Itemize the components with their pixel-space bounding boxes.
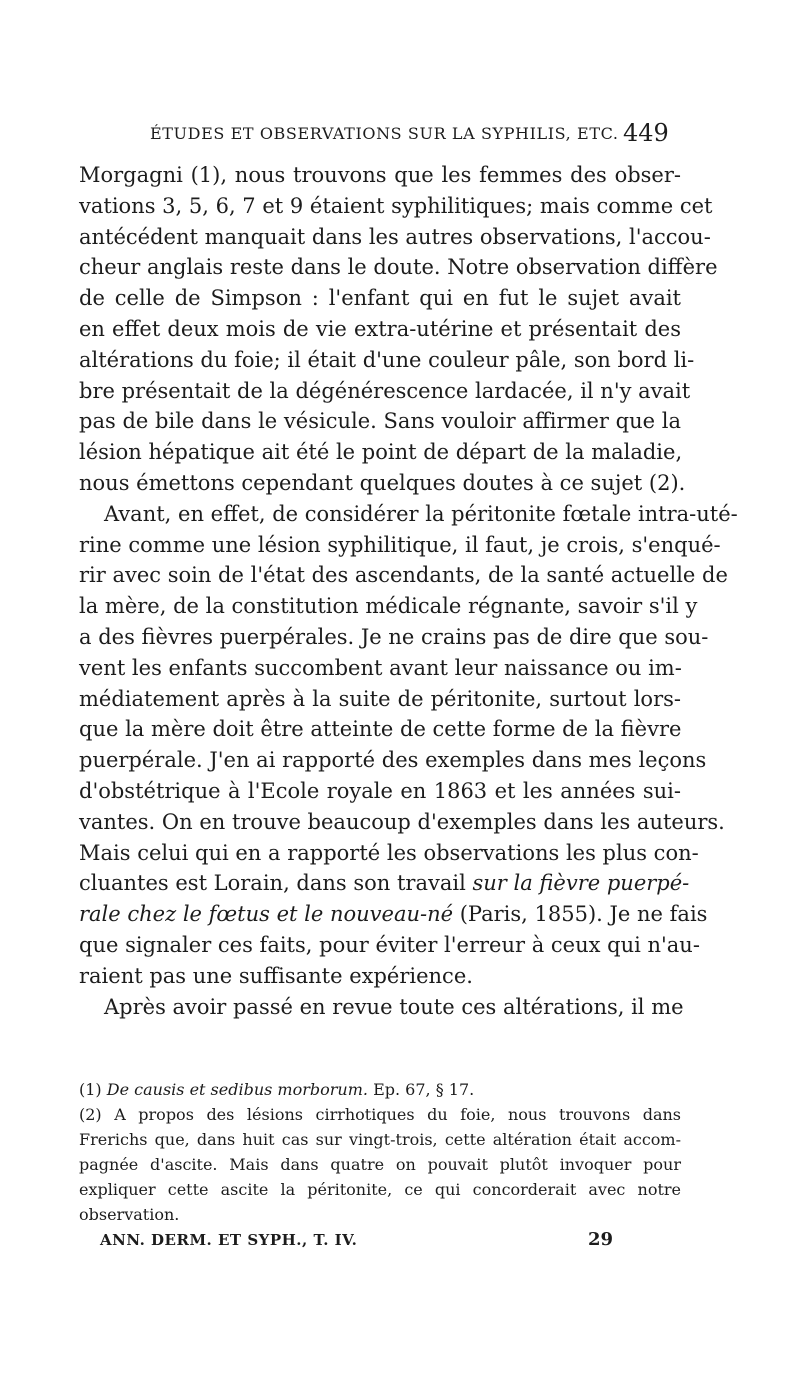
body-line: la mère, de la constitution médicale régnante, savoir s'il y [79,594,698,619]
body-text: (Paris, 1855). Je ne fais [459,902,708,927]
body-line: lésion hépatique ait été le point de départ de la maladie, [79,440,683,465]
running-title: ÉTUDES ET OBSERVATIONS SUR LA SYPHILIS, ETC. [150,124,619,143]
body-line: bre présentait de la dégénérescence lardacée, il n'y avait [79,378,691,403]
body-line: Après avoir passé en revue toute ces altérations, il me [104,994,684,1019]
signature-number: 29 [588,1229,614,1250]
body-line: pas de bile dans le vésicule. Sans vouloir affirmer que la [79,409,681,434]
body-line: vantes. On en trouve beaucoup d'exemples dans les auteurs. [79,809,725,834]
cited-work-title: rale chez le fœtus et le nouveau-né [79,902,454,927]
body-line: a des fièvres puerpérales. Je ne crains pas de dire que sou- [79,625,709,649]
page-number: 449 [623,119,669,147]
body-line: rir avec soin de l'état des ascendants, de la santé actuelle de [79,563,728,588]
body-line: Mais celui qui en a rapporté les observations les plus con- [79,840,699,865]
body-line: d'obstétrique à l'Ecole royale en 1863 et les années sui- [79,779,681,803]
body-line: antécédent manquait dans les autres observations, l'accou- [79,224,711,249]
footnote-reference: Ep. 67, § 17. [373,1080,475,1099]
body-line: de celle de Simpson : l'enfant qui en fut le sujet avait [79,286,681,311]
footnote-2-line: observation. [79,1205,180,1224]
body-line: médiatement après à la suite de péritonite, surtout lors- [79,686,681,711]
footnote-2-line: (2) A propos des lésions cirrhotiques du foie, nous trouvons dans [79,1105,681,1124]
body-line: que la mère doit être atteinte de cette forme de la fièvre [79,717,682,742]
body-line: raient pas une suffisante expérience. [79,963,473,988]
footnote-2-line: pagnée d'ascite. Mais dans quatre on pouvait plutôt invoquer pour [79,1155,681,1174]
body-line: Morgagni (1), nous trouvons que les femmes des obser- [79,163,681,187]
footnote-1 [79,1080,681,1099]
footnote-2-line: expliquer cette ascite la péritonite, ce qui concorderait avec notre [79,1180,681,1199]
printer-signature: ANN. DERM. ET SYPH., T. IV. [100,1231,358,1249]
body-line: puerpérale. J'en ai rapporté des exemples dans mes leçons [79,748,707,773]
footnote-marker: (1) [79,1080,107,1099]
body-line: nous émettons cependant quelques doutes à ce sujet (2). [79,471,686,495]
body-line: rine comme une lésion syphilitique, il faut, je crois, s'enqué- [79,532,721,557]
footnote-2-line: Frerichs que, dans huit cas sur vingt-trois, cette altération était accom- [79,1130,681,1149]
body-line: en effet deux mois de vie extra-utérine et présentait des [79,317,681,341]
body-line: Avant, en effet, de considérer la péritonite fœtale intra-uté- [104,501,738,526]
body-line: vent les enfants succombent avant leur naissance ou im- [79,655,682,680]
cited-work-title: sur la fièvre puerpé- [472,871,690,896]
body-line: que signaler ces faits, pour éviter l'erreur à ceux qui n'au- [79,933,700,957]
body-line-with-citation [79,871,690,896]
body-line: vations 3, 5, 6, 7 et 9 étaient syphilitiques; mais comme cet [79,193,713,218]
body-line: altérations du foie; il était d'une couleur pâle, son bord li- [79,347,695,372]
body-text: cluantes est Lorain, dans son travail [79,871,466,896]
body-line: cheur anglais reste dans le doute. Notre observation diffère [79,255,718,280]
body-line-with-citation [79,902,708,927]
footnote-cited-title: De causis et sedibus morborum. [106,1080,374,1099]
